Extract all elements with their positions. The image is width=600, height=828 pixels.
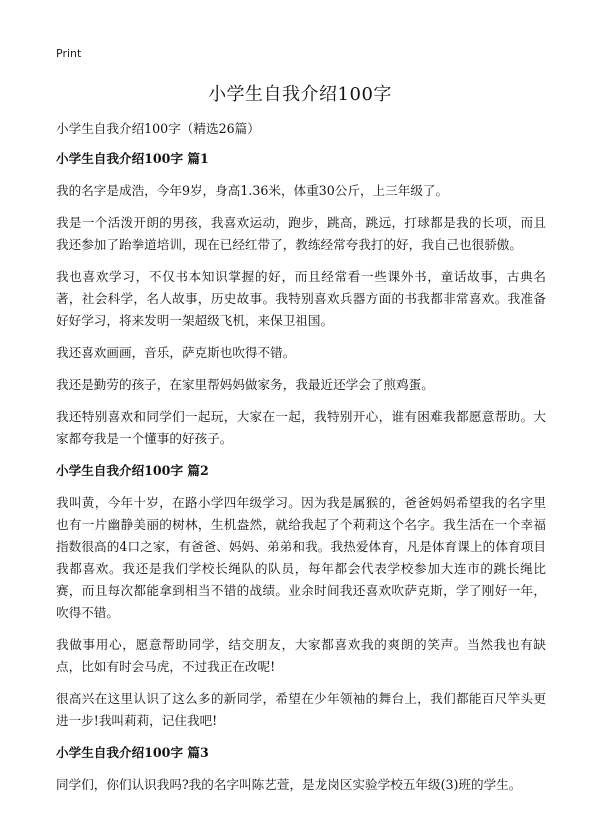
paragraph: 我也喜欢学习，不仅书本知识掌握的好，而且经常看一些课外书，童话故事，古典名著，社会科学，名人故事，历史故事。我特别喜欢兵器方面的书我都非常喜欢。我准备好好学习，将来发明一架超级飞机，来保卫祖国。 [56,269,546,328]
print-link[interactable]: Print [56,47,82,60]
section-heading: 小学生自我介绍100字 篇3 [56,745,209,760]
paragraph: 同学们，你们认识我吗?我的名字叫陈艺萱，是龙岗区实验学校五年级(3)班的学生。 [56,777,522,792]
paragraph: 我叫黄，今年十岁，在路小学四年级学习。因为我是属猴的，爸爸妈妈希望我的名字里也有一片幽静美丽的树林，生机盎然，就给我起了个莉莉这个名字。我生活在一个幸福指数很高的4口之家，有爸爸、妈妈、弟弟和我。我热爱体育，凡是体育课上的体育项目我都喜欢。我还是我们学校长绳队的队员，每年都会代表学校参加大连市的跳长绳比赛，而且每次都能拿到相当不错的战绩。业余时间我还喜欢吹萨克斯，学了刚好一年，吹得不错。 [56,495,546,620]
paragraph: 我做事用心，愿意帮助同学，结交朋友，大家都喜欢我的爽朗的笑声。当然我也有缺点，比如有时会马虎，不过我正在改呢! [56,637,546,674]
paragraph: 我还是勤劳的孩子，在家里帮妈妈做家务，我最近还学会了煎鸡蛋。 [56,377,434,392]
section-heading: 小学生自我介绍100字 篇1 [56,151,209,166]
paragraph: 我还喜欢画画，音乐，萨克斯也吹得不错。 [56,345,296,360]
paragraph: 很高兴在这里认识了这么多的新同学，希望在少年领袖的舞台上，我们都能百尺竿头更进一步!我叫莉莉，记住我吧! [56,691,546,728]
section-3 [56,742,546,796]
article-body [56,118,546,806]
page-title: 小学生自我介绍100字 [208,84,392,105]
section-heading: 小学生自我介绍100字 篇2 [56,463,209,478]
section-1 [56,148,546,450]
paragraph: 我的名字是成浩，今年9岁，身高1.36米，体重30公斤，上三年级了。 [56,183,449,198]
paragraph: 我还特别喜欢和同学们一起玩，大家在一起，我特别开心，谁有困难我都愿意帮助。大家都夸我是一个懂事的好孩子。 [56,409,546,446]
article-subtitle: 小学生自我介绍100字（精选26篇） [56,121,260,136]
paragraph: 我是一个活泼开朗的男孩，我喜欢运动，跑步，跳高，跳远，打球都是我的长项，而且我还参加了跆拳道培训，现在已经红带了，教练经常夸我打的好，我自己也很骄傲。 [56,215,546,252]
section-2 [56,460,546,732]
